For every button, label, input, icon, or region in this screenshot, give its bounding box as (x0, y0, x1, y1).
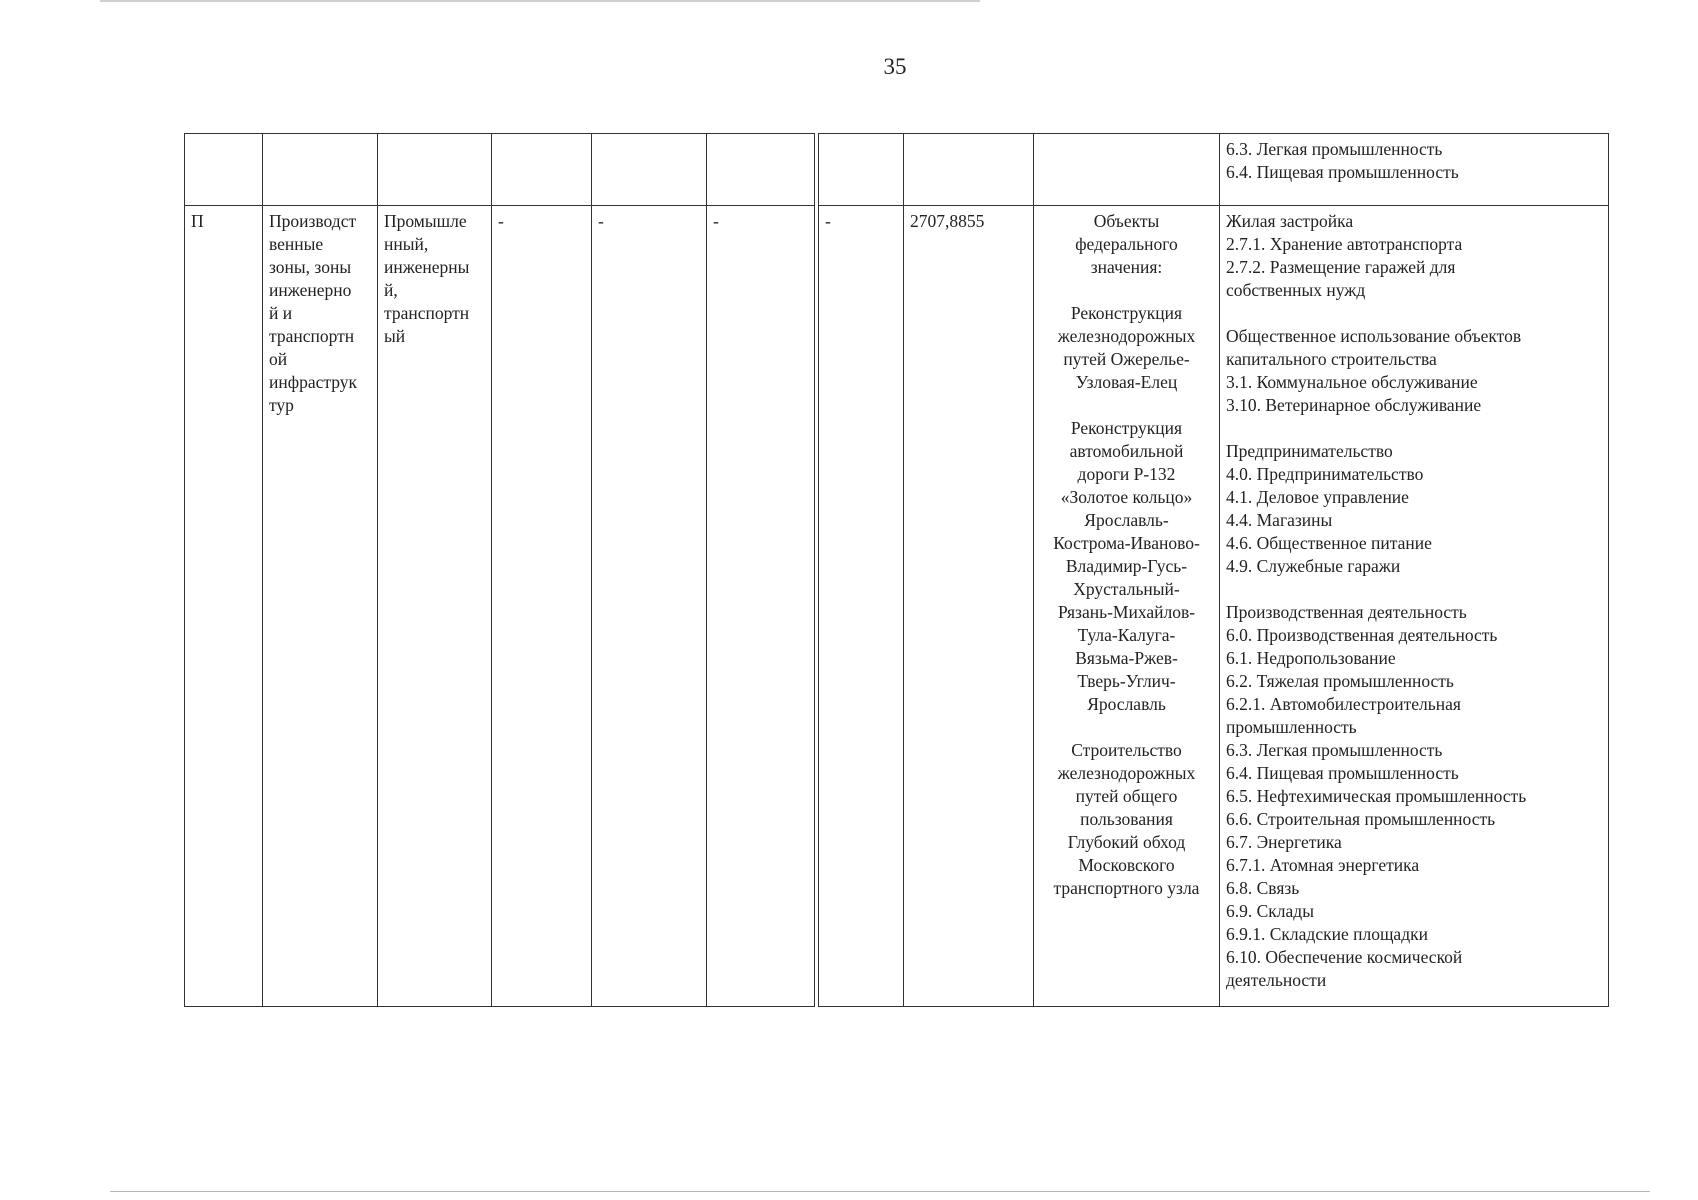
header-cell-2 (263, 134, 378, 206)
header-cell-1 (185, 134, 263, 206)
table-row-zone-p-left (185, 206, 815, 1007)
table-right-part (818, 133, 1609, 1007)
cell-federal-objects: Объекты федерального значения: Реконструкция железнодорожных путей Ожерелье- Узловая-Елец Реконструкция автомобильной дороги Р-132 «Золотое кольцо» Ярославль- Кострома-Иваново- Владимир-Гусь- Хрустальный- Рязань-Михайлов- Тула-Калуга- Вязьма-Ржев- Тверь-Углич- Ярославль Строительство железнодорожных путей общего пользования Глубокий обход Московского транспортного узла (1034, 206, 1220, 1007)
cell-zone-type: Промышле нный, инженерны й, транспортн ый (378, 206, 492, 1007)
header-cell-5 (592, 134, 707, 206)
header-cell-6 (707, 134, 815, 206)
cell-col4: - (492, 206, 592, 1007)
header-cell-permitted-uses: 6.3. Легкая промышленность 6.4. Пищевая промышленность (1220, 134, 1609, 206)
table-row-zone-p-right (819, 206, 1609, 1007)
bottom-scan-rule (110, 1191, 1650, 1192)
table-header-row-left (185, 134, 815, 206)
cell-col6: - (707, 206, 815, 1007)
cell-zone-name: Производст венные зоны, зоны инженерно й и транспортн ой инфраструк тур (263, 206, 378, 1007)
table-left-part (184, 133, 815, 1007)
header-cell-8 (904, 134, 1034, 206)
cell-zone-code: П (185, 206, 263, 1007)
page-number: 35 (883, 54, 907, 79)
top-scan-rule (100, 0, 980, 2)
cell-permitted-uses: Жилая застройка 2.7.1. Хранение автотранспорта 2.7.2. Размещение гаражей для собственных нужд Общественное использование объектов капитального строительства 3.1. Коммунальное обслуживание 3.10. Ветеринарное обслуживание Предпринимательство 4.0. Предпринимательство 4.1. Деловое управление 4.4. Магазины 4.6. Общественное питание 4.9. Служебные гаражи Производственная деятельность 6.0. Производственная деятельность 6.1. Недропользование 6.2. Тяжелая промышленность 6.2.1. Автомобилестроительная промышленность 6.3. Легкая промышленность 6.4. Пищевая промышленность 6.5. Нефтехимическая промышленность 6.6. Строительная промышленность 6.7. Энергетика 6.7.1. Атомная энергетика 6.8. Связь 6.9. Склады 6.9.1. Складские площадки 6.10. Обеспечение космической деятельности (1220, 206, 1609, 1007)
header-cell-7 (819, 134, 904, 206)
cell-col7: - (819, 206, 904, 1007)
table-header-row-right (819, 134, 1609, 206)
cell-col5: - (592, 206, 707, 1007)
header-cell-4 (492, 134, 592, 206)
cell-area: 2707,8855 (904, 206, 1034, 1007)
header-cell-9 (1034, 134, 1220, 206)
header-cell-3 (378, 134, 492, 206)
